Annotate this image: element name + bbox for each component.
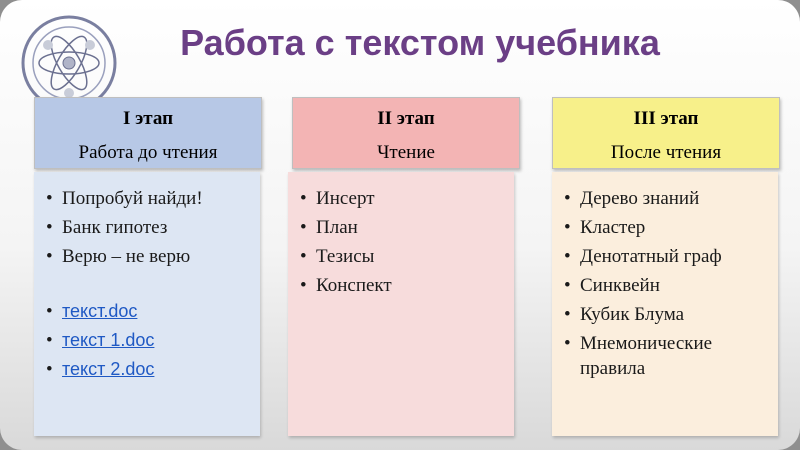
list-item: • Попробуй найди! <box>44 186 250 211</box>
stage-3-name: После чтения <box>610 142 722 163</box>
stage-2-body <box>288 172 514 436</box>
list-item: • Мнемонические правила <box>562 331 768 381</box>
list-item: • Тезисы <box>298 244 504 269</box>
stage-2-label: II этап <box>377 108 435 129</box>
stage-2-name: Чтение <box>377 142 435 163</box>
slide-title: Работа с текстом учебника <box>180 22 660 63</box>
stage-3-body <box>552 172 778 436</box>
list-item: • План <box>298 215 504 240</box>
stage-1-header <box>34 97 262 169</box>
list-item: • Банк гипотез <box>44 215 250 240</box>
list-item: • Конспект <box>298 273 504 298</box>
file-link[interactable]: текст.doc <box>62 301 138 321</box>
list-item: • Верю – не верю <box>44 244 250 269</box>
stage-1-label: I этап <box>122 108 174 129</box>
list-item: • Дерево знаний <box>562 186 768 211</box>
stage-1-body <box>34 172 260 436</box>
file-link-item[interactable] <box>44 299 250 324</box>
stage-3-label: III этап <box>633 108 699 129</box>
list-item: • Инсерт <box>298 186 504 211</box>
file-link[interactable]: текст 2.doc <box>62 359 155 379</box>
list-item: • Денотатный граф <box>562 244 768 269</box>
stage-1-name: Работа до чтения <box>78 142 218 163</box>
list-item: • Кластер <box>562 215 768 240</box>
list-item: • Синквейн <box>562 273 768 298</box>
file-link-item[interactable] <box>44 357 250 382</box>
list-item: • Кубик Блума <box>562 302 768 327</box>
stage-3-header <box>552 97 780 169</box>
stage-2-header <box>292 97 520 169</box>
file-link-item[interactable] <box>44 328 250 353</box>
file-link[interactable]: текст 1.doc <box>62 330 155 350</box>
